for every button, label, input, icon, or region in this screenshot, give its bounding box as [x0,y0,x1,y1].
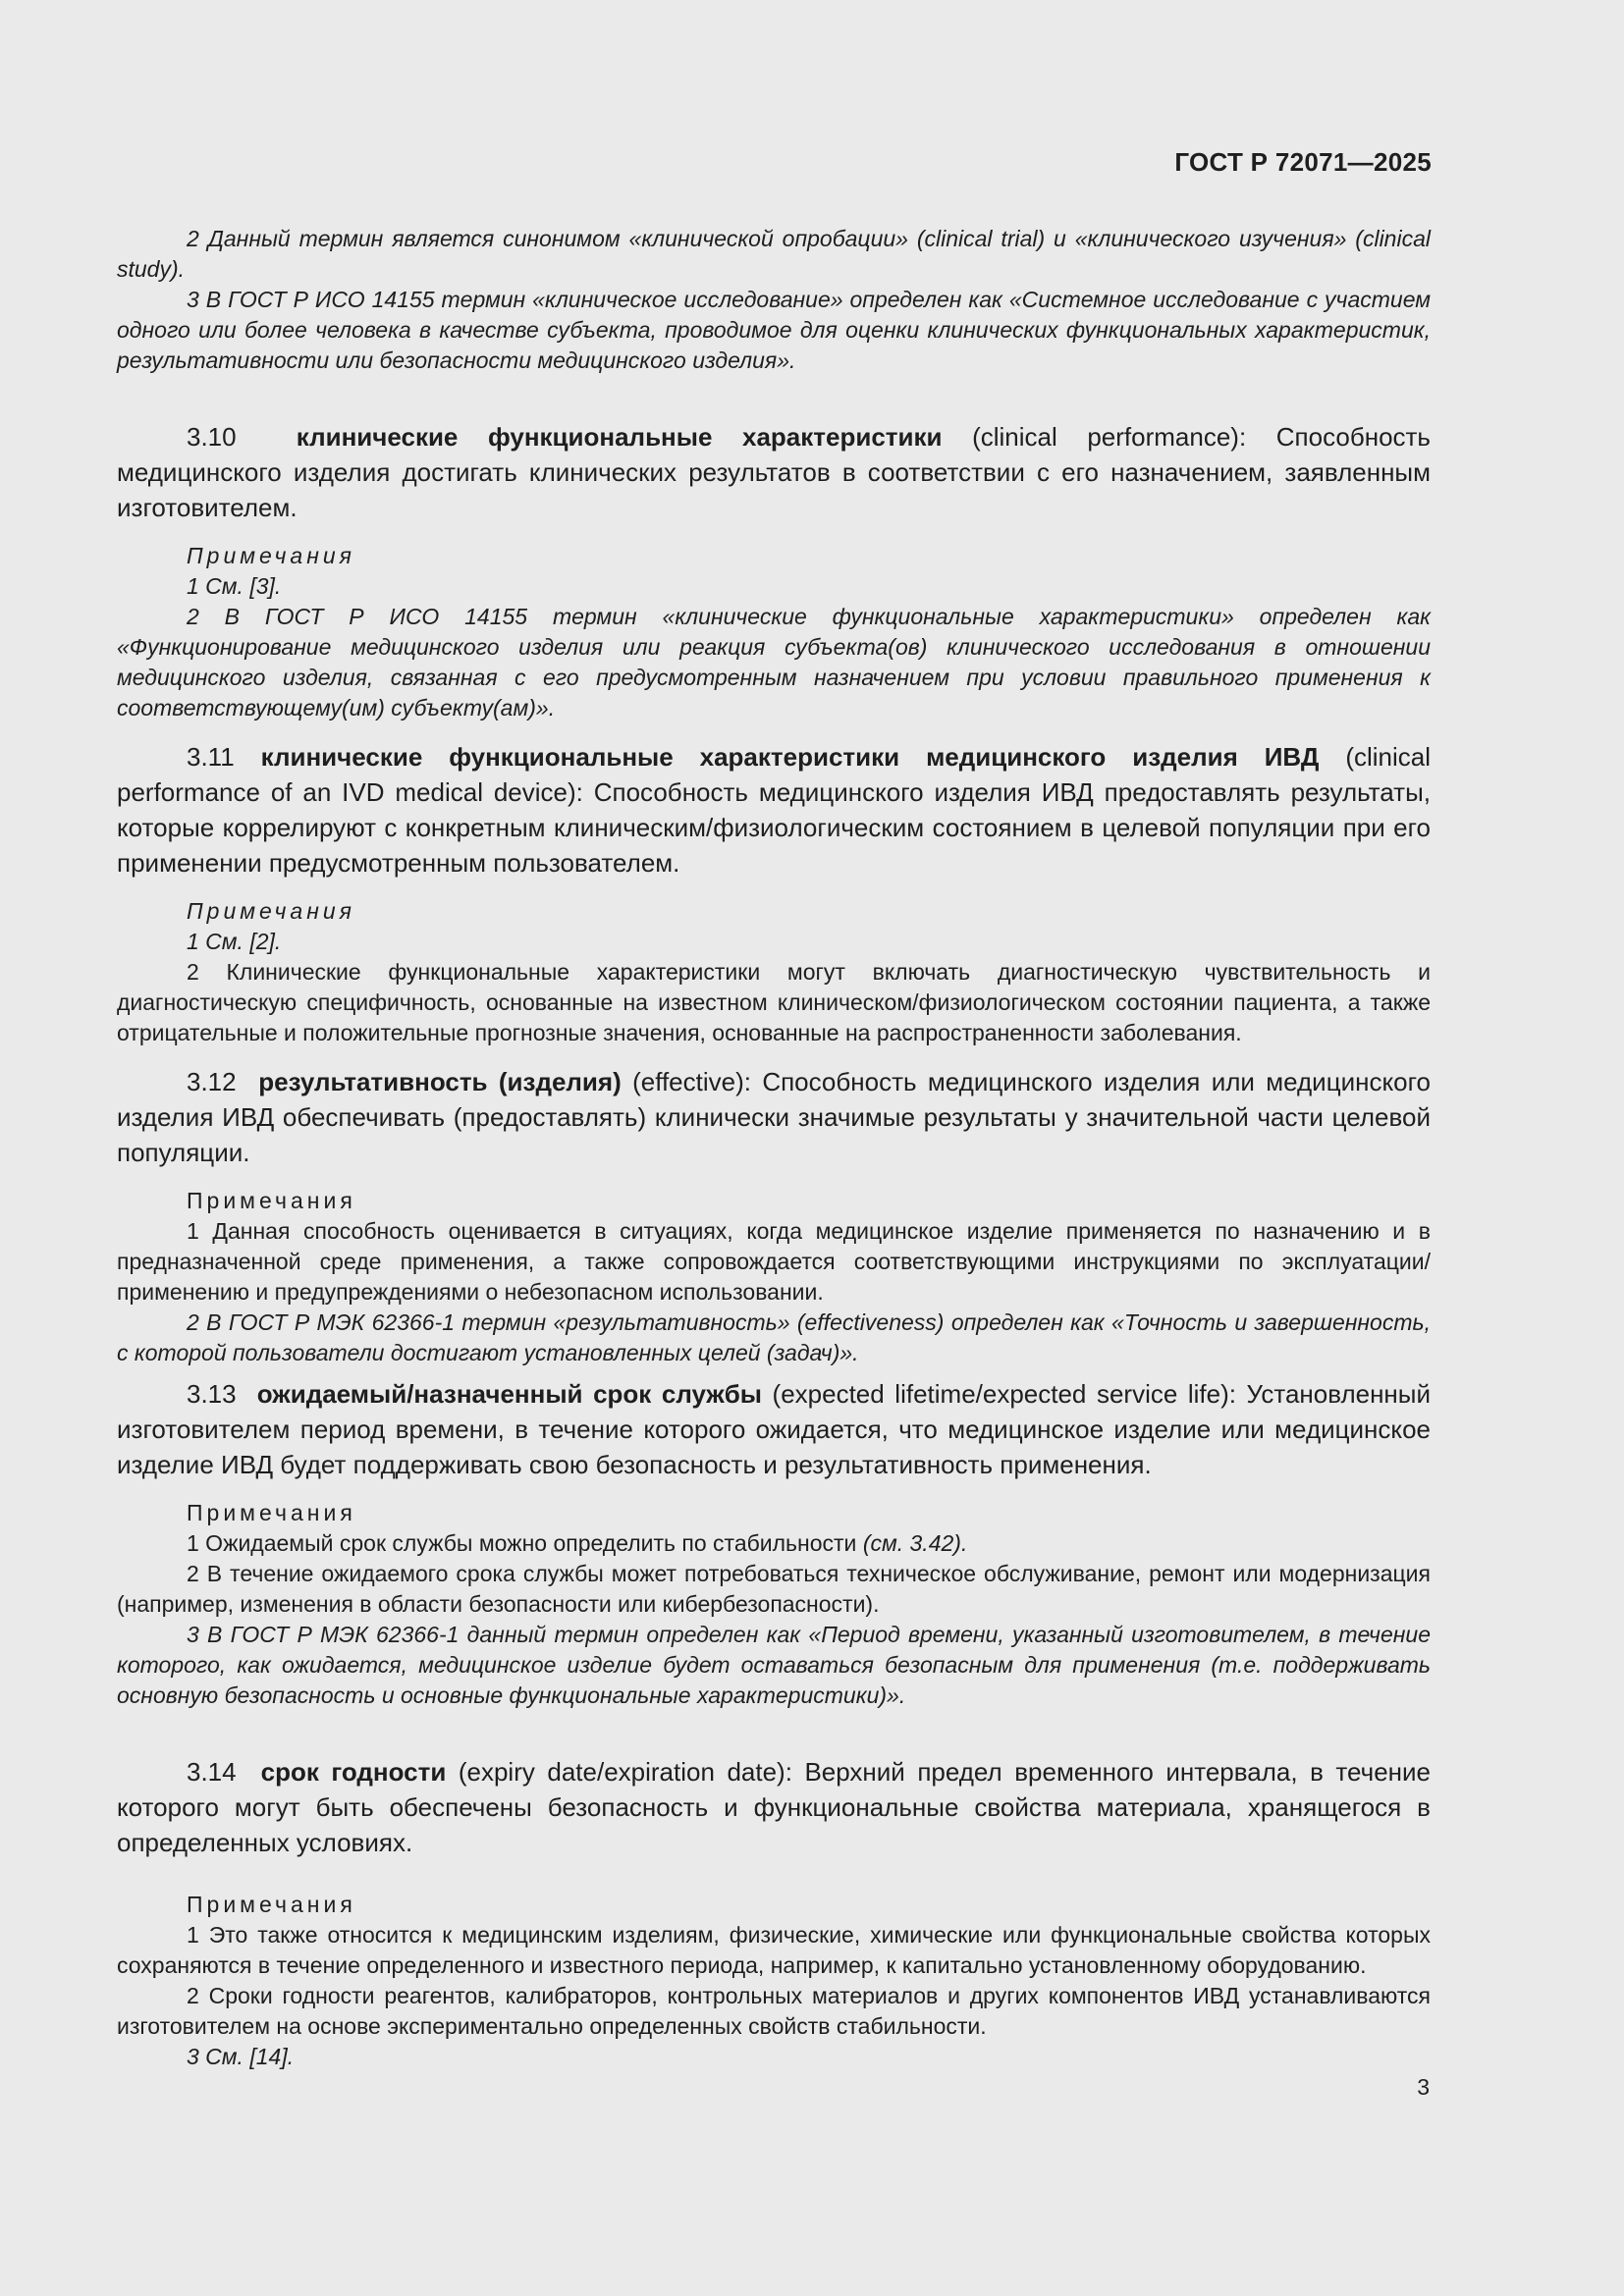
term-number: 3.13 [187,1379,237,1409]
note-paragraph: 1 Данная способность оценивается в ситуациях, когда медицинское изделие применяется по назначению и в предназначенной среде применения, а также сопровождается соответствующими инструкциями по эксплуатации/применению и предупреждениями о небезопасном использовании. [117,1218,1431,1305]
term-title: клинические функциональные характеристики [296,422,943,452]
term-title: результативность (изделия) [258,1067,622,1096]
term-number: 3.11 [187,742,235,772]
term-title: ожидаемый/назначенный срок службы [256,1379,762,1409]
note-paragraph: 2 Клинические функциональные характеристики могут включать диагностическую чувствительность и диагностическую специфичность, основанные на известном клиническом/физиологическом состоянии пациента, а также отрицательные и положительные прогнозные значения, основанные на распространенности заболевания. [117,959,1431,1045]
term-section-3-11 [117,739,1431,1048]
notes-title: Примечания [187,543,355,568]
term-section-3-12 [117,1064,1431,1368]
notes-title: Примечания [187,898,355,924]
page-number: 3 [1417,2074,1430,2100]
term-definition [117,739,1431,881]
note-paragraph: 2 В течение ожидаемого срока службы может потребоваться техническое обслуживание, ремонт или модернизация (например, изменения в области безопасности или кибербезопасности). [117,1561,1431,1617]
term-number: 3.10 [187,422,237,452]
term-definition [117,1376,1431,1482]
note-paragraph: 3 В ГОСТ Р МЭК 62366-1 данный термин определен как «Период времени, указанный изготовителем, в течение которого, как ожидается, медицинское изделие будет оставаться безопасным для применения (т.е. поддерживать основную безопасность и основные функциональные характеристики)». [117,1622,1431,1708]
notes-list [117,1920,1431,2072]
term-section-3-14 [117,1754,1431,2072]
term-section-3-13 [117,1376,1431,1711]
notes-title: Примечания [187,1188,356,1213]
note-paragraph: 2 В ГОСТ Р МЭК 62366-1 термин «результативность» (effectiveness) определен как «Точность и завершенность, с которой пользователи достигают установленных целей (задач)». [117,1309,1431,1365]
notes-list [117,1216,1431,1368]
notes-title: Примечания [187,1892,356,1917]
term-definition [117,1754,1431,1860]
term-text: (clinical performance of an IVD medical device): Способность медицинского изделия ИВД предоставлять результаты, которые коррелируют с конкретным клиническим/физиологическим состоянием в целевой популяции при его применении предусмотренным пользователем. [117,742,1431,878]
standard-header: ГОСТ Р 72071—2025 [1174,147,1432,177]
note-paragraph: 2 Сроки годности реагентов, калибраторов, контрольных материалов и других компонентов ИВД устанавливаются изготовителем на основе экспериментально определенных свойств стабильности. [117,1983,1431,2039]
term-number: 3.14 [187,1757,237,1787]
notes-title: Примечания [187,1500,356,1525]
term-section-3-10 [117,419,1431,723]
note-paragraph: 2 Данный термин является синонимом «клинической опробации» (clinical trial) и «клинического изучения» (clinical study). [117,226,1431,282]
notes-list [117,1528,1431,1711]
term-title: срок годности [260,1757,447,1787]
cross-reference: (см. 3.42). [862,1530,968,1556]
note-text: 1 Ожидаемый срок службы можно определить по стабильности [187,1530,863,1556]
term-title: клинические функциональные характеристики медицинского изделия ИВД [260,742,1320,772]
note-paragraph: 1 См. [2]. [187,929,282,954]
note-paragraph: 1 Это также относится к медицинским изделиям, физические, химические или функциональные свойства которых сохраняются в течение определенного и известного периода, например, к капитально установленному оборудованию. [117,1922,1431,1978]
term-text: (clinical performance): Способность медицинского изделия достигать клинических результатов в соответствии с его назначением, заявленным изготовителем. [117,422,1431,522]
top-notes [117,224,1431,376]
term-text: (expected lifetime/expected service life): Установленный изготовителем период времени, в течение которого ожидается, что медицинское изделие или медицинское изделие ИВД будет поддерживать свою безопасность и результативность применения. [117,1379,1432,1479]
term-definition [117,419,1431,525]
notes-list [117,927,1431,1048]
term-text: (expiry date/expiration date): Верхний предел временного интервала, в течение которого могут быть обеспечены безопасность и функциональные свойства материала, хранящегося в определенных условиях. [117,1757,1431,1857]
note-paragraph: 3 См. [14]. [187,2044,295,2069]
notes-list [117,571,1431,723]
note-paragraph: 1 См. [3]. [187,573,282,599]
term-text: (effective): Способность медицинского изделия или медицинского изделия ИВД обеспечивать (предоставлять) клинически значимые результаты у значительной части целевой популяции. [117,1067,1431,1167]
page-content [117,224,1431,2072]
note-paragraph [117,1528,1431,1559]
term-number: 3.12 [187,1067,237,1096]
note-paragraph: 3 В ГОСТ Р ИСО 14155 термин «клиническое исследование» определен как «Системное исследование с участием одного или более человека в качестве субъекта, проводимое для оценки клинических функциональных характеристик, результативности или безопасности медицинского изделия». [117,287,1431,373]
note-paragraph: 2 В ГОСТ Р ИСО 14155 термин «клинические функциональные характеристики» определен как «Функционирование медицинского изделия или реакция субъекта(ов) клинического исследования в отношении медицинского изделия, связанная с его предусмотренным назначением при условии правильного применения к соответствующему(им) субъекту(ам)». [117,604,1431,721]
term-definition [117,1064,1431,1170]
